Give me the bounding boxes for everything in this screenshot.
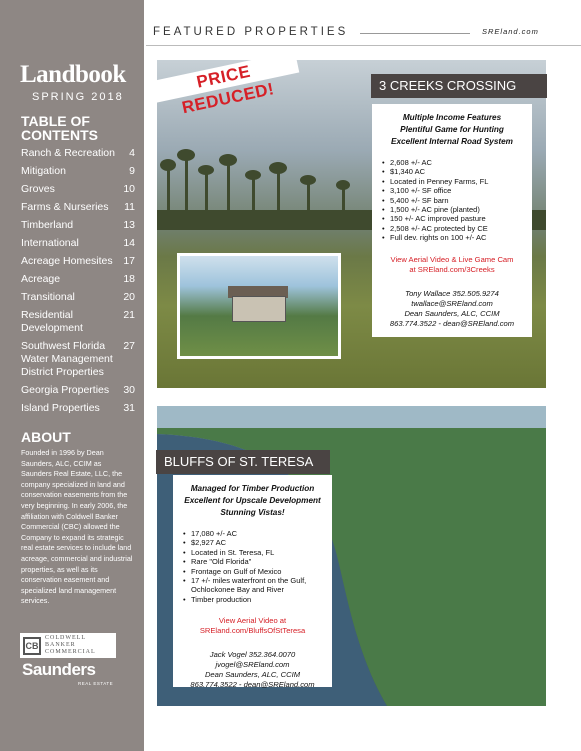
- detail-bullets: [183, 529, 322, 604]
- list-item: • $1,340 AC: [382, 167, 522, 176]
- toc-item-label: Acreage: [21, 273, 61, 285]
- toc-item-label: Mitigation: [21, 165, 66, 177]
- cbc-logo: [20, 633, 116, 658]
- toc-item[interactable]: [21, 183, 135, 196]
- site-url: SREland.com: [482, 27, 539, 36]
- cbc-mark-icon: CB: [23, 637, 41, 655]
- property-title-bluffs: BLUFFS OF ST. TERESA: [156, 450, 330, 474]
- list-item: • 2,508 +/- AC protected by CE: [382, 224, 522, 233]
- toc-item[interactable]: [21, 309, 135, 335]
- toc-title: TABLE OF CONTENTS: [21, 113, 98, 143]
- list-item: • Located in Penney Farms, FL: [382, 177, 522, 186]
- toc-item[interactable]: [21, 384, 135, 397]
- toc-item[interactable]: [21, 402, 135, 415]
- toc-item-label: Acreage Homesites: [21, 255, 113, 267]
- toc-item-label: Residential Development: [21, 309, 83, 334]
- list-item: • 150 +/- AC improved pasture: [382, 214, 522, 223]
- feature-list: Managed for Timber Production Excellent for Upscale Development Stunning Vistas!: [184, 484, 321, 517]
- saunders-subtitle: REAL ESTATE: [78, 681, 114, 686]
- list-item: • Rare "Old Florida": [183, 557, 322, 566]
- about-text: Founded in 1996 by Dean Saunders, ALC, CCIM as Saunders Real Estate, LLC, the company specialized in land and conservation easements from the very beginning. In early 2006, the affiliation with Coldwell Banker Commercial (CBC) allowed the Company to expand its strategic real estate services to include land acreage, commercial and industrial properties, as well as its conservation easement and specialized land management services.: [21, 448, 133, 606]
- toc-item-page: 18: [123, 273, 135, 285]
- toc-item-page: 13: [123, 219, 135, 231]
- toc-item-page: 14: [123, 237, 135, 249]
- video-link[interactable]: View Aerial Video at SREland.com/BluffsOfStTeresa: [199, 616, 306, 636]
- toc-item-page: 31: [123, 402, 135, 414]
- list-item: • 5,400 +/- SF barn: [382, 196, 522, 205]
- cbc-wordmark: COLDWELL BANKER COMMERCIAL: [45, 635, 96, 655]
- toc-item-label: Farms & Nurseries: [21, 201, 109, 213]
- price-reduced-banner: PRICE REDUCED!: [148, 51, 299, 104]
- list-item: • $2,927 AC: [183, 538, 322, 547]
- property-title-3-creeks: 3 CREEKS CROSSING: [371, 74, 547, 98]
- toc-item-label: Southwest Florida Water Management District Properties: [21, 340, 113, 378]
- contact-info: Tony Wallace 352.505.9274 twallace@SREland.com Dean Saunders, ALC, CCIM 863.774.3522 - dean@SREland.com: [389, 288, 515, 328]
- list-item: • Full dev. rights on 100 +/- AC: [382, 233, 522, 242]
- toc-item-label: International: [21, 237, 79, 249]
- toc-item-page: 27: [123, 340, 135, 352]
- toc-item-page: 10: [123, 183, 135, 195]
- toc-item[interactable]: [21, 237, 135, 250]
- header-divider: [360, 33, 470, 34]
- list-item: • 17,080 +/- AC: [183, 529, 322, 538]
- list-item: • Frontage on Gulf of Mexico: [183, 567, 322, 576]
- toc-item[interactable]: [21, 340, 135, 379]
- property-info-bluffs: [173, 475, 332, 690]
- toc-item[interactable]: [21, 291, 135, 304]
- toc-list: [21, 147, 135, 420]
- list-item: • 3,100 +/- SF office: [382, 186, 522, 195]
- house-graphic: [232, 296, 286, 322]
- toc-item-page: 21: [123, 309, 135, 321]
- inset-photo-house: [177, 253, 341, 359]
- list-item: • Timber production: [183, 595, 322, 604]
- contact-info: Jack Vogel 352.364.0070 jvogel@SREland.com Dean Saunders, ALC, CCIM 863.774.3522 - dean@SREland.com: [190, 650, 315, 690]
- toc-item[interactable]: [21, 201, 135, 214]
- toc-item-label: Georgia Properties: [21, 384, 110, 396]
- toc-item-label: Groves: [21, 183, 55, 195]
- sidebar: [0, 0, 144, 751]
- list-item: • 17 +/- miles waterfront on the Gulf, Ochlockonee Bay and River: [183, 576, 322, 595]
- list-item: • Located in St. Teresa, FL: [183, 548, 322, 557]
- toc-item-page: 9: [129, 165, 135, 177]
- toc-item-label: Island Properties: [21, 402, 100, 414]
- video-link[interactable]: View Aerial Video & Live Game Cam at SREland.com/3Creeks: [390, 254, 514, 274]
- list-item: • 2,608 +/- AC: [382, 158, 522, 167]
- list-item: • 1,500 +/- AC pine (planted): [382, 205, 522, 214]
- toc-item[interactable]: [21, 219, 135, 232]
- detail-bullets: [382, 158, 522, 243]
- top-divider: [146, 45, 581, 46]
- toc-item[interactable]: [21, 255, 135, 268]
- feature-list: Multiple Income Features Plentiful Game for Hunting Excellent Internal Road System: [391, 113, 513, 146]
- toc-item-label: Ranch & Recreation: [21, 147, 115, 159]
- toc-item-label: Timberland: [21, 219, 74, 231]
- toc-item-page: 20: [123, 291, 135, 303]
- toc-item-label: Transitional: [21, 291, 75, 303]
- toc-item-page: 11: [124, 201, 135, 213]
- toc-item-page: 17: [123, 255, 135, 267]
- season-label: SPRING 2018: [32, 91, 124, 103]
- house-image: [180, 256, 338, 356]
- toc-item[interactable]: [21, 273, 135, 286]
- toc-item-page: 30: [123, 384, 135, 396]
- saunders-logo: Saunders: [22, 660, 96, 679]
- toc-item[interactable]: [21, 165, 135, 178]
- toc-item-page: 4: [129, 147, 135, 159]
- brand-title: Landbook: [20, 61, 126, 88]
- about-title: ABOUT: [21, 429, 71, 445]
- page-title: FEATURED PROPERTIES: [153, 26, 349, 38]
- toc-item[interactable]: [21, 147, 135, 160]
- property-info-3-creeks: [372, 104, 532, 337]
